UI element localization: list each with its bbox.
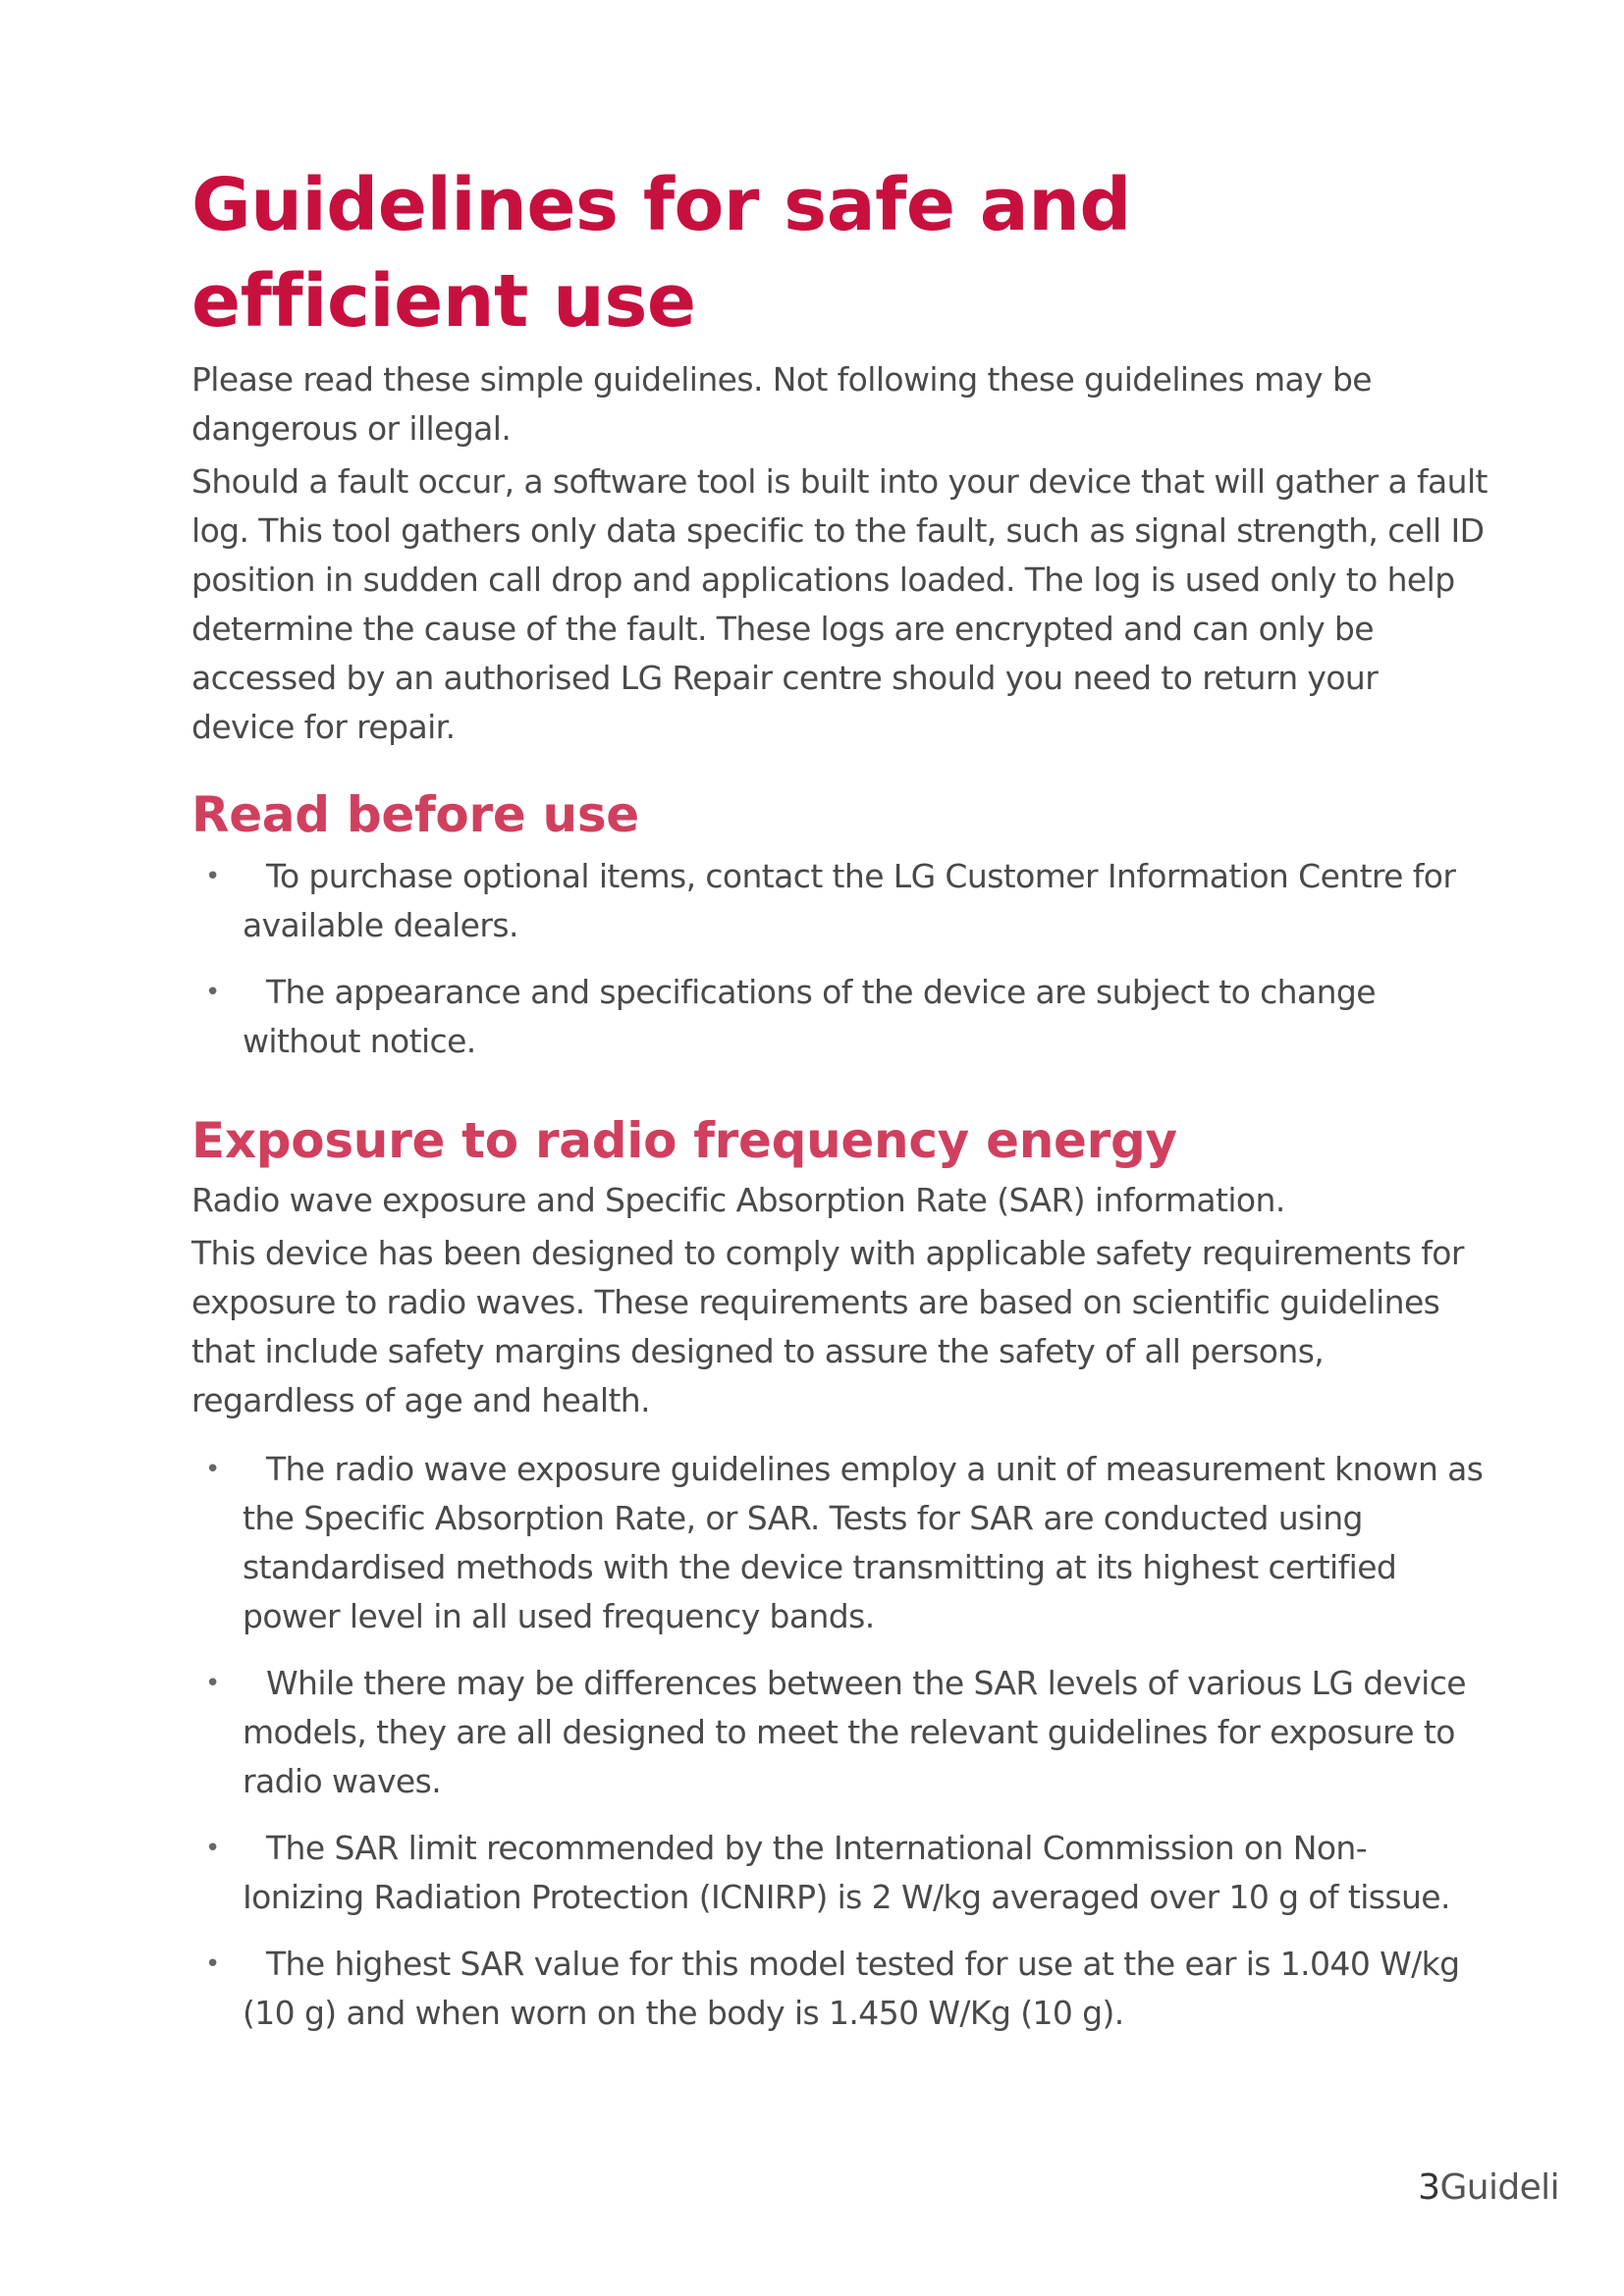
list-item xyxy=(191,1940,1488,2038)
bullet-icon: • xyxy=(205,1669,220,1698)
radio-exposure-body xyxy=(191,1176,1488,1425)
footer-section-label: Guideli xyxy=(1439,2167,1559,2208)
list-item-text: To purchase optional items, contact the LG Customer Information Centre for available dealers. xyxy=(243,857,1456,944)
bullet-icon: • xyxy=(205,1455,220,1484)
list-item-text: The highest SAR value for this model tested for use at the ear is 1.040 W/kg (10 g) and when worn on the body is 1.450 W/Kg (10 g). xyxy=(243,1945,1460,2032)
section-heading-read-before-use: Read before use xyxy=(191,786,639,843)
page-title: Guidelines for safe and efficient use xyxy=(191,163,1131,344)
list-item-text: While there may be differences between the SAR levels of various LG device models, they are all designed to meet the relevant guidelines for exposure to radio waves. xyxy=(243,1664,1466,1800)
list-item xyxy=(191,968,1488,1066)
bullet-icon: • xyxy=(205,1949,220,1979)
bullet-icon: • xyxy=(205,978,220,1007)
list-item xyxy=(191,1824,1488,1922)
bullet-icon: • xyxy=(205,1834,220,1863)
list-item-text: The appearance and specifications of the device are subject to change without notice. xyxy=(243,973,1376,1060)
intro-paragraph: Should a fault occur, a software tool is built into your device that will gather a fault log. This tool gathers only data specific to the fault, such as signal strength, cell ID position in sudden call drop and applications loaded. The log is used only to help determine the cause of the fault. These logs are encrypted and can only be accessed by an authorised LG Repair centre should you need to return your device for repair. xyxy=(191,462,1488,746)
read-before-use-list xyxy=(191,852,1488,1066)
rf-paragraph: This device has been designed to comply with applicable safety requirements for exposure to radio waves. These requirements are based on scientific guidelines that include safety margins designed to assure the safety of all persons, regardless of age and health. xyxy=(191,1234,1464,1419)
list-item-text: The SAR limit recommended by the International Commission on Non-Ionizing Radiation Protection (ICNIRP) is 2 W/kg averaged over 10 g of tissue. xyxy=(243,1829,1450,1916)
page-footer xyxy=(1418,2164,1559,2212)
intro-section xyxy=(191,355,1488,752)
intro-paragraph: Please read these simple guidelines. Not following these guidelines may be dangerous or illegal. xyxy=(191,360,1372,448)
radio-exposure-list xyxy=(191,1445,1488,2038)
page-number: 3 xyxy=(1418,2167,1440,2208)
list-item xyxy=(191,852,1488,950)
list-item xyxy=(191,1659,1488,1806)
list-item-text: The radio wave exposure guidelines employ a unit of measurement known as the Specific Absorption Rate, or SAR. Tests for SAR are conducted using standardised methods with the device transmitting at its highest certified power level in all used frequency bands. xyxy=(243,1450,1484,1635)
list-item xyxy=(191,1445,1488,1641)
document-page xyxy=(191,157,1488,2038)
radio-exposure-section xyxy=(191,1109,1488,2038)
rf-paragraph: Radio wave exposure and Specific Absorption Rate (SAR) information. xyxy=(191,1181,1285,1219)
read-before-use-section xyxy=(191,783,1488,1066)
section-heading-radio-exposure: Exposure to radio frequency energy xyxy=(191,1112,1177,1169)
bullet-icon: • xyxy=(205,862,220,891)
